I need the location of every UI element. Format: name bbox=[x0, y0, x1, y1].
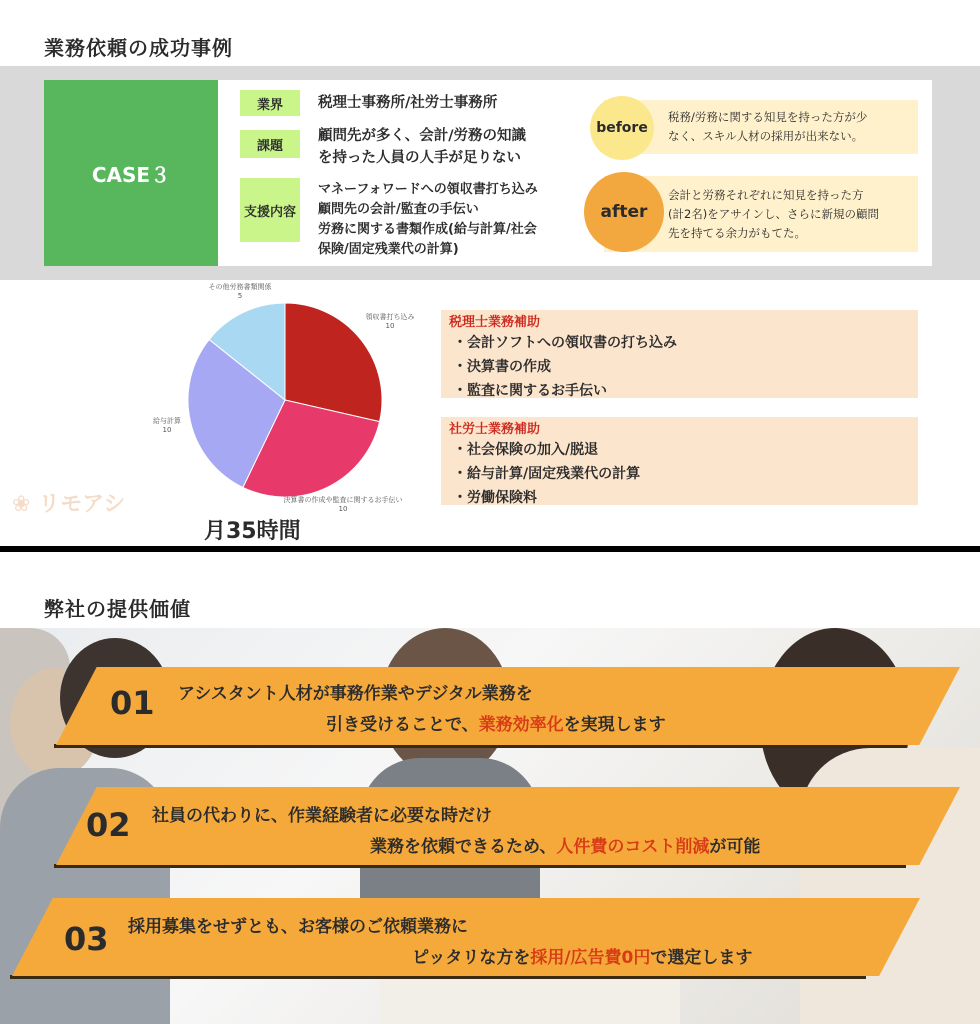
before-badge: before bbox=[590, 96, 654, 160]
industry-text bbox=[318, 92, 497, 114]
labor-consultant-panel bbox=[441, 417, 918, 505]
pie-label-settlement bbox=[258, 496, 428, 514]
monthly-hours: 月35時間 bbox=[204, 519, 301, 544]
panel-item: ・監査に関するお手伝い bbox=[453, 383, 607, 399]
after-text bbox=[668, 186, 918, 243]
banner-03-number: 03 bbox=[64, 920, 109, 958]
support-line: マネーフォワードへの領収書打ち込み bbox=[318, 182, 538, 197]
banner-03-line2-pre: ピッタリな方を bbox=[412, 948, 531, 968]
tax-accountant-panel bbox=[441, 310, 918, 398]
pie-label-payroll-value: 10 bbox=[162, 426, 172, 434]
work-hours-pie-chart bbox=[140, 283, 430, 523]
banner-01-line2-pre: 引き受けることで、 bbox=[326, 715, 479, 735]
logo-text: リモアシ bbox=[38, 492, 126, 517]
banner-02-line2-post: が可能 bbox=[709, 837, 761, 857]
banner-03-line1: 採用募集をせずとも、お客様のご依頼業務に bbox=[128, 917, 468, 937]
support-text bbox=[318, 180, 538, 260]
after-line: 先を持てる余力がもてた。 bbox=[668, 226, 806, 240]
before-line: 税務/労務に関する知見を持った方が少 bbox=[668, 110, 868, 124]
banner-02-highlight: 人件費のコスト削減 bbox=[556, 837, 710, 857]
before-line: なく、スキル人材の採用が出来ない。 bbox=[668, 129, 864, 143]
after-line: 会計と労務それぞれに知見を持った方 bbox=[668, 188, 864, 202]
support-line: 保険/固定残業代の計算) bbox=[318, 242, 459, 257]
banner-01-line1: アシスタント人材が事務作業やデジタル業務を bbox=[178, 684, 533, 704]
section-title-success-case: 業務依頼の成功事例 bbox=[44, 36, 233, 60]
pie-label-payroll-name: 給与計算 bbox=[153, 417, 181, 425]
panel-item: ・決算書の作成 bbox=[453, 359, 551, 375]
banner-01-line2-post: を実現します bbox=[563, 715, 666, 735]
banner-02-line1: 社員の代わりに、作業経験者に必要な時だけ bbox=[152, 806, 492, 826]
panel-title: 税理士業務補助 bbox=[449, 315, 541, 330]
after-badge: after bbox=[584, 172, 664, 252]
banner-01-highlight: 業務効率化 bbox=[478, 715, 564, 735]
issue-line: 顧問先が多く、会計/労務の知識 bbox=[318, 128, 527, 144]
panel-item: ・会計ソフトへの領収書の打ち込み bbox=[453, 335, 677, 351]
banner-02-line2 bbox=[370, 832, 760, 857]
panel-item: ・社会保険の加入/脱退 bbox=[453, 442, 599, 458]
after-line: (計2名)をアサインし、さらに新規の顧問 bbox=[668, 207, 879, 221]
pie-label-settlement-value: 10 bbox=[338, 505, 348, 513]
section-title-value: 弊社の提供価値 bbox=[44, 597, 191, 621]
banner-02-number: 02 bbox=[86, 806, 131, 844]
panel-item: ・給与計算/固定残業代の計算 bbox=[453, 466, 641, 482]
banner-03-highlight: 採用/広告費0円 bbox=[530, 948, 651, 968]
issue-text bbox=[318, 125, 526, 169]
case-label: CASE３ bbox=[44, 80, 218, 266]
banner-03-line2 bbox=[412, 943, 752, 968]
support-line: 労務に関する書類作成(給与計算/社会 bbox=[318, 222, 537, 237]
pie-label-receipts bbox=[345, 313, 435, 331]
before-text bbox=[668, 108, 918, 146]
issue-line: を持った人員の人手が足りない bbox=[318, 150, 521, 166]
tag-industry: 業界 bbox=[240, 90, 300, 116]
pie-label-receipts-value: 10 bbox=[385, 322, 395, 330]
panel-item: ・労働保険料 bbox=[453, 490, 537, 506]
support-line: 顧問先の会計/監査の手伝い bbox=[318, 202, 479, 217]
banner-02-line2-pre: 業務を依頼できるため、 bbox=[370, 837, 557, 857]
panel-title: 社労士業務補助 bbox=[449, 422, 541, 437]
remoasi-logo-watermark: ❀ リモアシ bbox=[12, 492, 126, 517]
industry-line: 税理士事務所/社労士事務所 bbox=[318, 95, 498, 111]
pie-label-payroll bbox=[142, 417, 192, 435]
pie-label-other bbox=[185, 283, 295, 301]
pie-label-other-value: 5 bbox=[237, 292, 243, 300]
pie-label-other-name: その他労務書類関係 bbox=[208, 283, 272, 291]
pie-label-settlement-name: 決算書の作成や監査に関するお手伝い bbox=[283, 496, 403, 504]
tag-support: 支援内容 bbox=[240, 178, 300, 242]
banner-01-number: 01 bbox=[110, 684, 155, 722]
pie-label-receipts-name: 領収書打ち込み bbox=[365, 313, 415, 321]
banner-03-line2-post: で選定します bbox=[650, 948, 753, 968]
banner-01-line2 bbox=[326, 710, 666, 735]
section-divider bbox=[0, 546, 980, 552]
tag-issue: 課題 bbox=[240, 130, 300, 158]
